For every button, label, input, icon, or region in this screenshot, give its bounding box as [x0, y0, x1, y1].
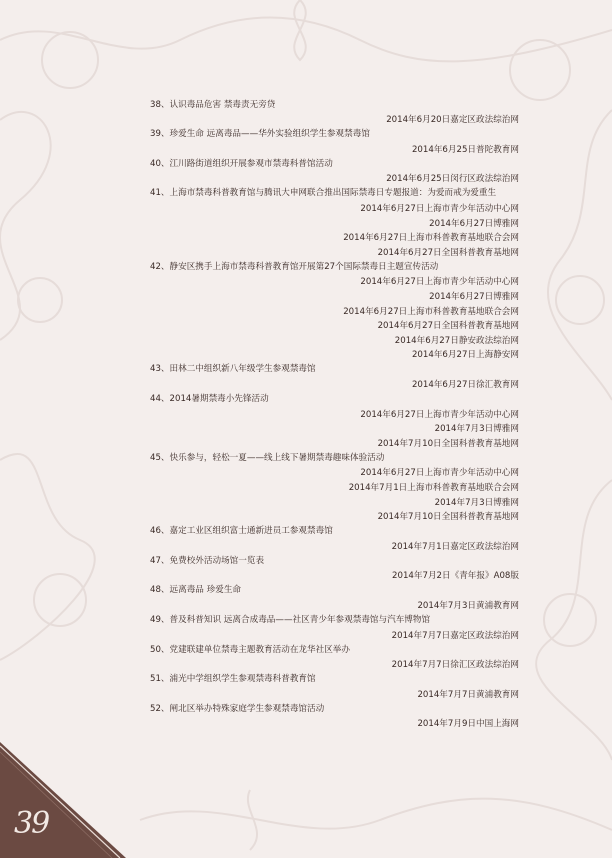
article-source: 2014年7月9日中国上海网 [417, 719, 519, 730]
article-source: 2014年6月27日上海市青少年活动中心网 [360, 468, 519, 479]
article-source: 2014年6月27日徐汇教育网 [411, 380, 519, 391]
article-title: 51、浦光中学组织学生参观禁毒科普教育馆 [150, 674, 316, 685]
article-title: 44、2014暑期禁毒小先锋活动 [150, 393, 269, 404]
article-source: 2014年6月27日上海市科普教育基地联合会网 [343, 233, 519, 244]
article-title: 38、认识毒品危害 禁毒责无旁贷 [150, 99, 276, 110]
article-title: 39、珍爱生命 远离毒品——华外实验组织学生参观禁毒馆 [150, 129, 370, 140]
article-source: 2014年6月27日上海市青少年活动中心网 [360, 277, 519, 288]
article-source: 2014年7月3日黄浦教育网 [417, 601, 519, 612]
article-source: 2014年7月1日嘉定区政法综治网 [391, 541, 519, 552]
article-source: 2014年6月27日上海市青少年活动中心网 [360, 409, 519, 420]
article-title: 49、普及科普知识 远离合成毒品——社区青少年参观禁毒馆与汽车博物馆 [150, 614, 431, 625]
article-source: 2014年7月7日徐汇区政法综治网 [391, 660, 519, 671]
article-source: 2014年7月1日上海市科普教育基地联合会网 [348, 483, 519, 494]
article-title: 46、嘉定工业区组织富士通新进员工参观禁毒馆 [150, 526, 333, 537]
article-source: 2014年6月25日闵行区政法综治网 [386, 174, 519, 185]
article-title: 42、静安区携手上海市禁毒科普教育馆开展第27个国际禁毒日主题宣传活动 [150, 261, 439, 272]
article-title: 47、免费校外活动场馆一览表 [150, 555, 265, 566]
article-source: 2014年6月27日上海静安网 [411, 350, 519, 361]
article-source: 2014年6月27日博雅网 [429, 218, 519, 229]
article-source: 2014年6月27日上海市科普教育基地联合会网 [343, 306, 519, 317]
article-source: 2014年6月25日普陀教育网 [411, 144, 519, 155]
article-title: 45、快乐参与，轻松一夏——线上线下暑期禁毒趣味体验活动 [150, 452, 385, 463]
article-source: 2014年6月27日上海市青少年活动中心网 [360, 204, 519, 215]
article-source: 2014年7月10日全国科普教育基地网 [377, 438, 519, 449]
article-title: 48、远离毒品 珍爱生命 [150, 585, 242, 596]
article-source: 2014年6月27日博雅网 [429, 292, 519, 303]
article-source: 2014年6月27日全国科普教育基地网 [377, 247, 519, 258]
article-title: 52、闸北区举办特殊家庭学生参观禁毒馆活动 [150, 703, 325, 714]
article-source: 2014年6月20日嘉定区政法综治网 [386, 115, 519, 126]
article-source: 2014年7月3日博雅网 [434, 424, 519, 435]
article-source: 2014年7月10日全国科普教育基地网 [377, 512, 519, 523]
article-title: 43、田林二中组织新八年级学生参观禁毒馆 [150, 364, 316, 375]
article-source: 2014年7月7日嘉定区政法综治网 [391, 630, 519, 641]
article-title: 50、党建联建单位禁毒主题教育活动在龙华社区举办 [150, 644, 350, 655]
page-number: 39 [14, 806, 49, 841]
article-source: 2014年7月7日黄浦教育网 [417, 689, 519, 700]
article-source: 2014年6月27日全国科普教育基地网 [377, 321, 519, 332]
article-title: 41、上海市禁毒科普教育馆与腾讯大申网联合推出国际禁毒日专题报道：为爱而戒为爱重生 [150, 188, 497, 199]
article-source: 2014年7月3日博雅网 [434, 497, 519, 508]
article-source: 2014年6月27日静安政法综治网 [394, 335, 519, 346]
article-source: 2014年7月2日《青年报》A08版 [392, 571, 519, 582]
article-title: 40、江川路街道组织开展参观市禁毒科普馆活动 [150, 158, 333, 169]
